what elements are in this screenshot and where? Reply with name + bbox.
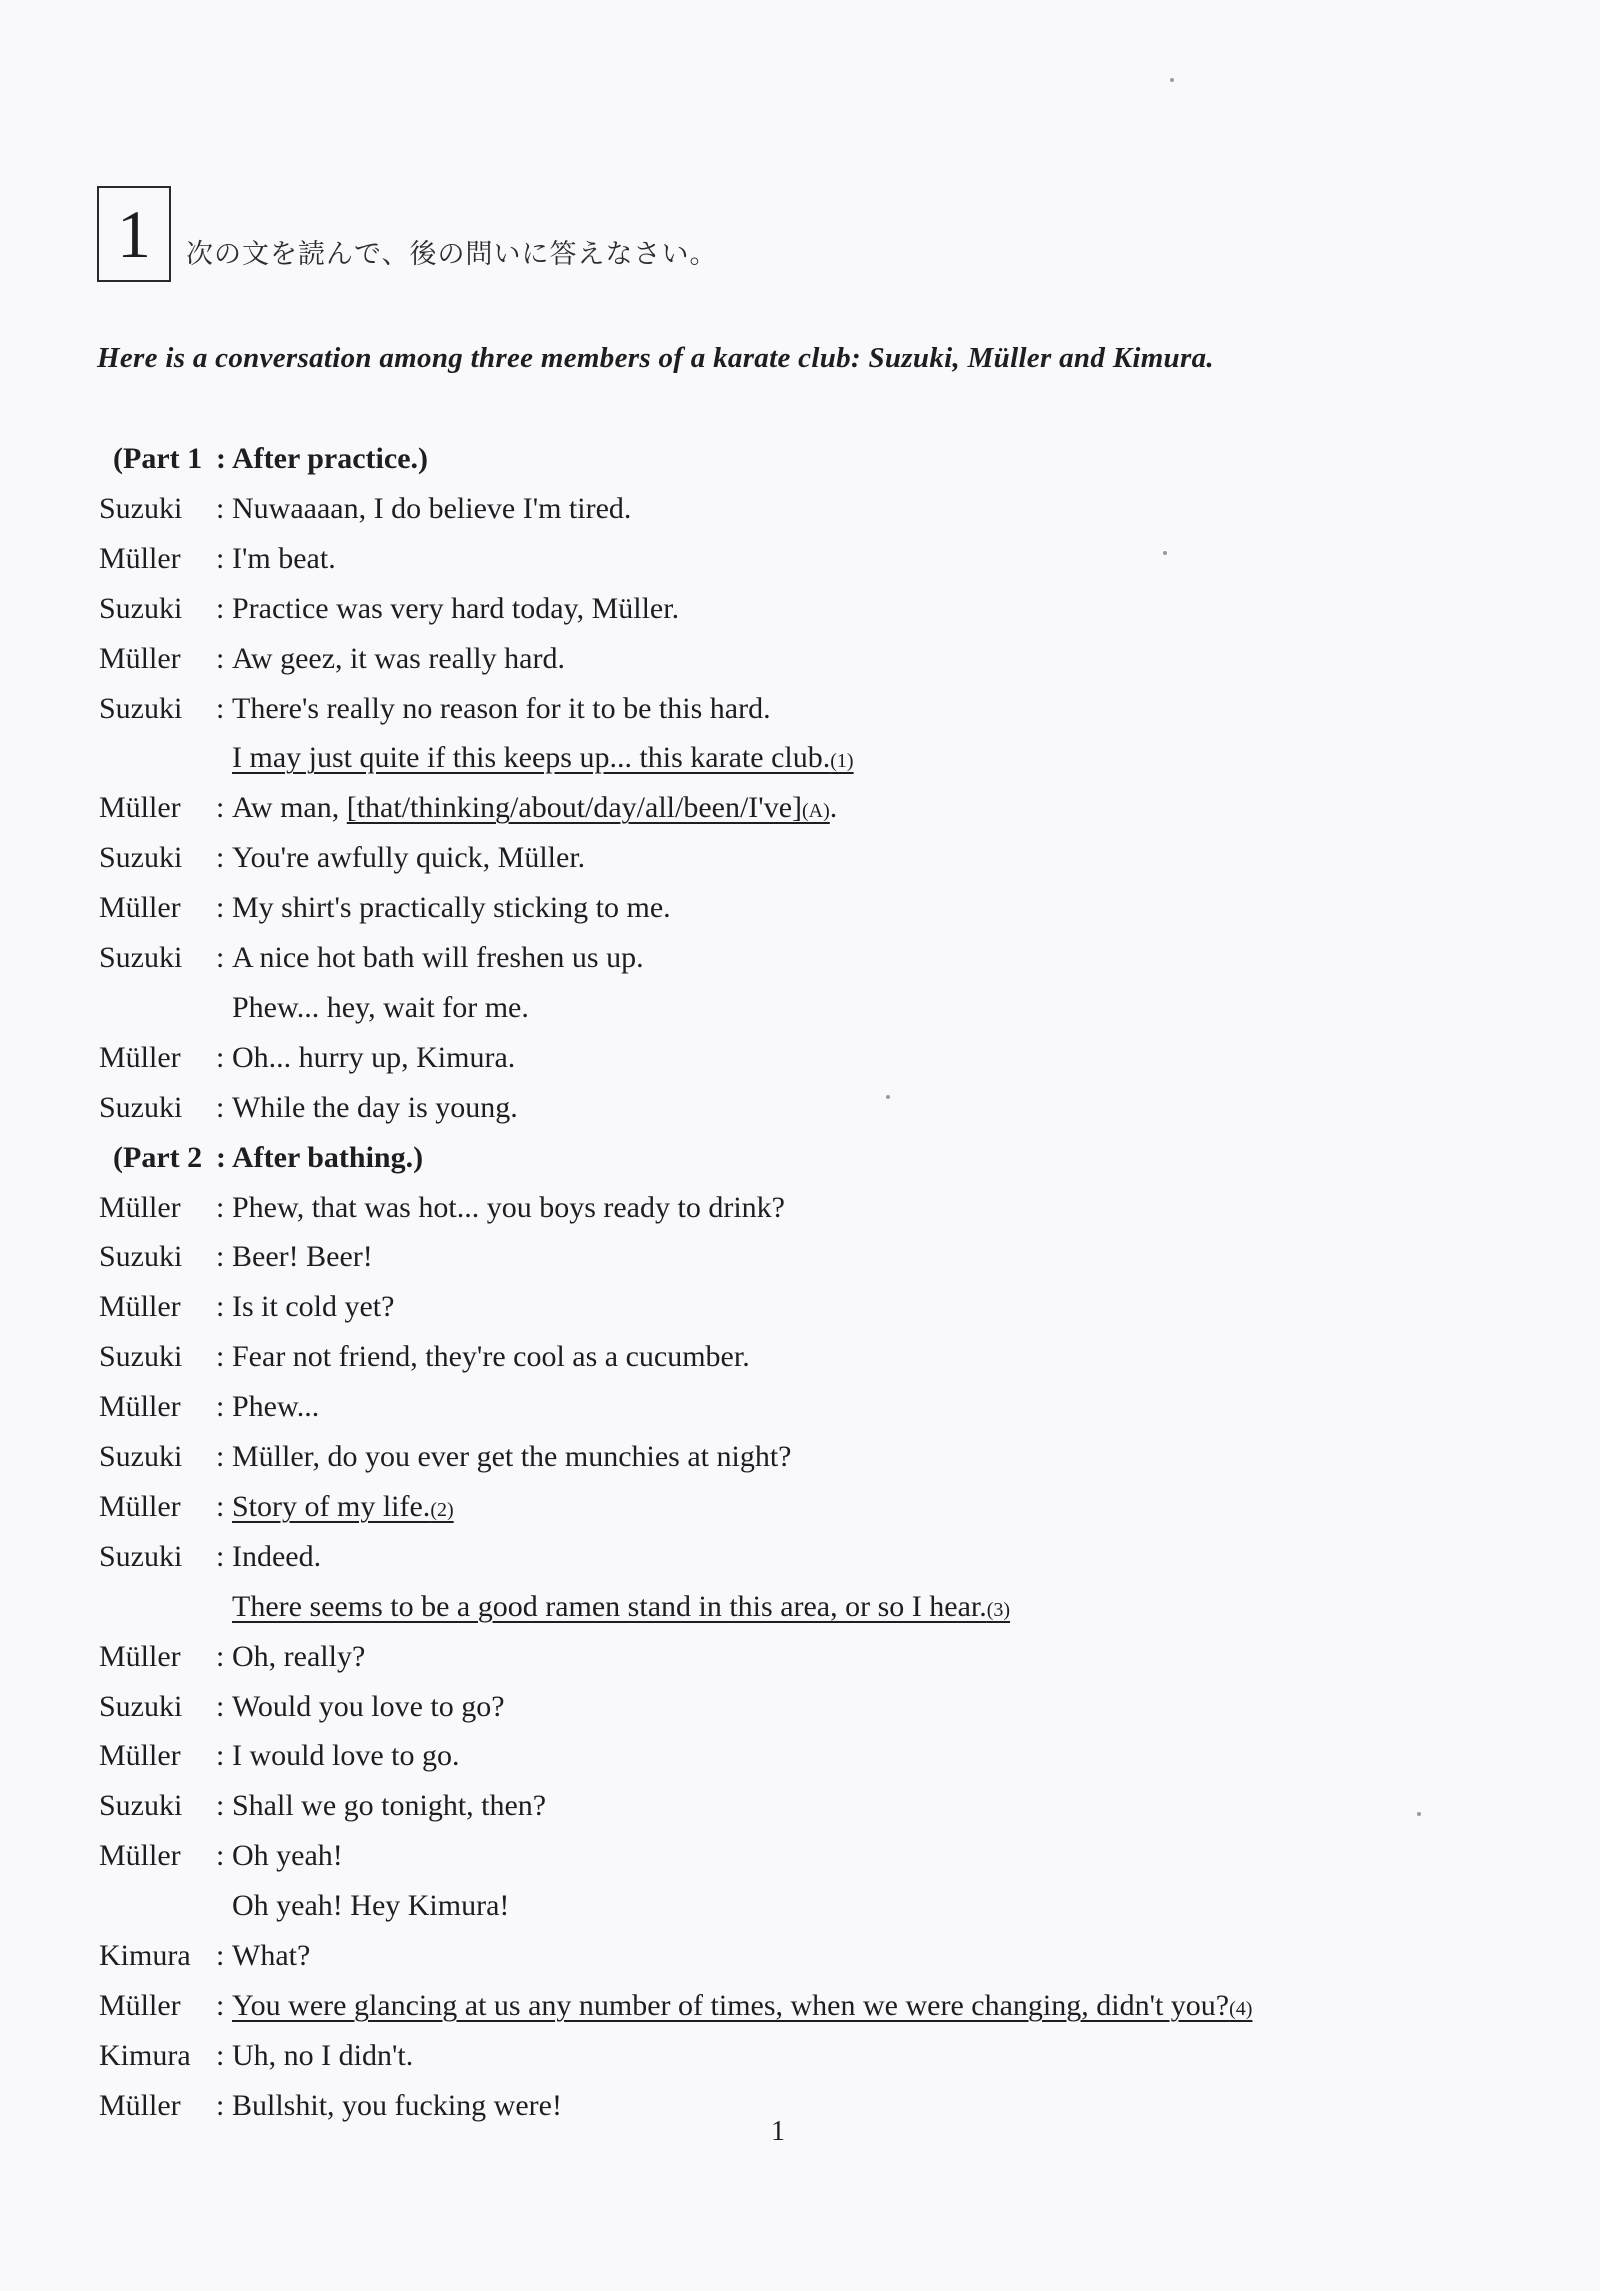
speaker-colon: : <box>216 1190 225 1224</box>
speaker-colon: : <box>216 2088 225 2122</box>
speaker-name: Müller <box>99 1639 181 1673</box>
scan-speck <box>1163 551 1167 555</box>
line-text <box>232 1091 518 1125</box>
speaker-colon: : <box>216 941 225 974</box>
speaker-name: Suzuki <box>99 1240 183 1274</box>
line-text <box>232 1041 515 1075</box>
line-text <box>232 692 771 726</box>
question-marker: (A) <box>802 800 830 823</box>
line-body: What? <box>232 1939 311 1972</box>
line-body: Fear not friend, they're cool as a cucumber. <box>232 1340 750 1374</box>
line-text <box>232 1141 423 1175</box>
line-body: Would you love to go? <box>232 1689 505 1723</box>
line-text <box>232 1889 509 1923</box>
line-body: Müller, do you ever get the munchies at night? <box>232 1440 792 1473</box>
question-marker: (3) <box>986 1598 1011 1621</box>
underlined-passage: Story of my life. <box>232 1489 431 1523</box>
line-text <box>232 1789 546 1823</box>
speaker-colon: : <box>216 1689 225 1723</box>
speaker-name: Suzuki <box>99 591 183 625</box>
line-text <box>232 1340 750 1374</box>
speaker-colon: : <box>216 841 225 875</box>
speaker-name: Müller <box>99 1390 181 1424</box>
line-body: Phew, that was hot... you boys ready to drink? <box>232 1190 785 1224</box>
speaker-name: Müller <box>99 1839 181 1873</box>
speaker-name: Suzuki <box>99 1539 183 1573</box>
speaker-colon: : <box>216 2038 225 2072</box>
speaker-name: Suzuki <box>99 841 183 875</box>
line-text <box>232 542 336 576</box>
line-body: A nice hot bath will freshen us up. <box>232 941 644 974</box>
speaker-name: Müller <box>99 1290 181 1324</box>
speaker-colon: : <box>216 1040 225 1074</box>
speaker-colon: : <box>216 541 225 575</box>
question-marker: (4) <box>1229 1997 1253 2020</box>
line-body: Bullshit, you fucking were! <box>232 2088 562 2122</box>
speaker-name: Suzuki <box>99 1090 183 1124</box>
speaker-colon: : <box>216 442 226 475</box>
speaker-colon: : <box>216 1739 225 1773</box>
line-text <box>232 1989 1252 2023</box>
speaker-name: Müller <box>99 541 181 575</box>
line-body: There's really no reason for it to be this hard. <box>232 691 771 725</box>
line-body: Uh, no I didn't. <box>232 2038 414 2072</box>
line-body: You're awfully quick, Müller. <box>232 841 586 875</box>
speaker-colon: : <box>216 1140 226 1174</box>
line-body: Oh... hurry up, Kimura. <box>232 1040 516 1074</box>
line-body: Oh, really? <box>232 1639 366 1673</box>
speaker-colon: : <box>216 1240 225 1274</box>
speaker-colon: : <box>216 591 225 625</box>
line-text <box>232 1590 1010 1624</box>
speaker-name: Müller <box>99 791 181 825</box>
line-body: Practice was very hard today, Müller. <box>232 591 680 625</box>
passage-intro: Here is a conversation among three members of a karate club: Suzuki, Müller and Kimura. <box>97 342 1214 374</box>
speaker-colon: : <box>216 1839 225 1873</box>
scan-speck <box>1417 1812 1421 1816</box>
question-marker: (1) <box>830 750 854 773</box>
speaker-name: Müller <box>99 1988 181 2022</box>
line-body: Phew... <box>232 1390 320 1424</box>
underlined-passage: [that/thinking/about/day/all/been/I've] <box>346 791 803 825</box>
speaker-colon: : <box>216 791 225 825</box>
speaker-colon: : <box>216 1440 225 1473</box>
line-text <box>232 1739 459 1773</box>
line-text <box>232 1839 343 1873</box>
line-text <box>232 1540 321 1574</box>
line-body: I'm beat. <box>232 541 336 575</box>
line-body: My shirt's practically sticking to me. <box>232 891 671 925</box>
speaker-name: Müller <box>99 641 181 675</box>
line-text <box>232 841 585 875</box>
speaker-name: Suzuki <box>99 1340 183 1374</box>
speaker-colon: : <box>216 1390 225 1424</box>
question-instruction: 次の文を読んで、後の問いに答えなさい。 <box>186 239 718 270</box>
line-text <box>232 1490 454 1524</box>
speaker-name: Müller <box>99 1739 181 1773</box>
speaker-name: Suzuki <box>99 491 183 525</box>
line-text <box>232 1290 394 1324</box>
speaker-colon: : <box>216 1639 225 1673</box>
line-text <box>232 1690 505 1724</box>
speaker-name: Kimura <box>99 2038 191 2072</box>
speaker-colon: : <box>216 641 225 675</box>
line-text <box>232 1240 373 1274</box>
line-body: While the day is young. <box>232 1090 518 1124</box>
line-text <box>232 592 679 626</box>
line-text <box>232 941 644 975</box>
line-text <box>232 741 854 775</box>
speaker-colon: : <box>216 1988 225 2022</box>
speaker-colon: : <box>216 1539 225 1573</box>
speaker-colon: : <box>216 1789 225 1823</box>
speaker-name: Müller <box>99 891 181 925</box>
line-body: Beer! Beer! <box>232 1240 373 1274</box>
line-text <box>232 891 671 925</box>
line-text <box>232 442 428 476</box>
line-text <box>232 1640 365 1674</box>
speaker-colon: : <box>216 491 225 525</box>
line-text <box>232 1191 785 1225</box>
speaker-colon: : <box>216 1939 225 1972</box>
speaker-name: Müller <box>99 1190 181 1224</box>
speaker-colon: : <box>216 1340 225 1374</box>
line-text <box>232 2039 413 2073</box>
speaker-name: Suzuki <box>99 941 183 974</box>
speaker-name: Suzuki <box>99 1440 183 1473</box>
speaker-name: Müller <box>99 1489 181 1523</box>
speaker-colon: : <box>216 891 225 925</box>
question-number-box <box>97 186 171 282</box>
speaker-name: Suzuki <box>99 1789 183 1823</box>
line-body: I would love to go. <box>232 1739 460 1773</box>
speaker-colon: : <box>216 1090 225 1124</box>
speaker-name: Müller <box>99 1040 181 1074</box>
line-body: Is it cold yet? <box>232 1290 395 1324</box>
speaker-name: Müller <box>99 2088 181 2122</box>
line-text <box>232 1390 319 1424</box>
line-text-prefix: Aw man, <box>232 791 347 825</box>
line-text <box>232 642 565 676</box>
speaker-colon: : <box>216 1489 225 1523</box>
line-body: Oh yeah! Hey Kimura! <box>232 1889 510 1923</box>
scan-speck <box>1170 78 1174 82</box>
question-marker: (2) <box>430 1498 454 1521</box>
line-body: Aw geez, it was really hard. <box>232 641 565 675</box>
speaker-name: Kimura <box>99 1939 191 1972</box>
line-body: Phew... hey, wait for me. <box>232 990 529 1024</box>
line-text <box>232 492 631 526</box>
line-text <box>232 1440 791 1474</box>
line-text-suffix: . <box>829 791 838 825</box>
speaker-colon: : <box>216 691 225 725</box>
line-text <box>232 791 837 825</box>
line-body: Indeed. <box>232 1539 322 1573</box>
speaker-name: (Part 2 <box>113 1140 203 1174</box>
line-body: After practice.) <box>232 442 428 475</box>
line-body: Oh yeah! <box>232 1839 343 1873</box>
line-body: After bathing.) <box>232 1140 424 1174</box>
line-body: Nuwaaaan, I do believe I'm tired. <box>232 491 632 525</box>
line-text <box>232 991 529 1025</box>
page-number: 1 <box>771 2116 785 2147</box>
underlined-passage: There seems to be a good ramen stand in this area, or so I hear. <box>232 1589 987 1623</box>
line-body: Shall we go tonight, then? <box>232 1789 547 1823</box>
speaker-colon: : <box>216 1290 225 1324</box>
line-text <box>232 1939 310 1973</box>
underlined-passage: You were glancing at us any number of times, when we were changing, didn't you? <box>232 1988 1230 2022</box>
speaker-name: Suzuki <box>99 1689 183 1723</box>
speaker-name: (Part 1 <box>113 442 203 475</box>
underlined-passage: I may just quite if this keeps up... this karate club. <box>232 741 831 775</box>
question-number: 1 <box>117 196 151 272</box>
scan-speck <box>886 1095 890 1099</box>
speaker-name: Suzuki <box>99 691 183 725</box>
